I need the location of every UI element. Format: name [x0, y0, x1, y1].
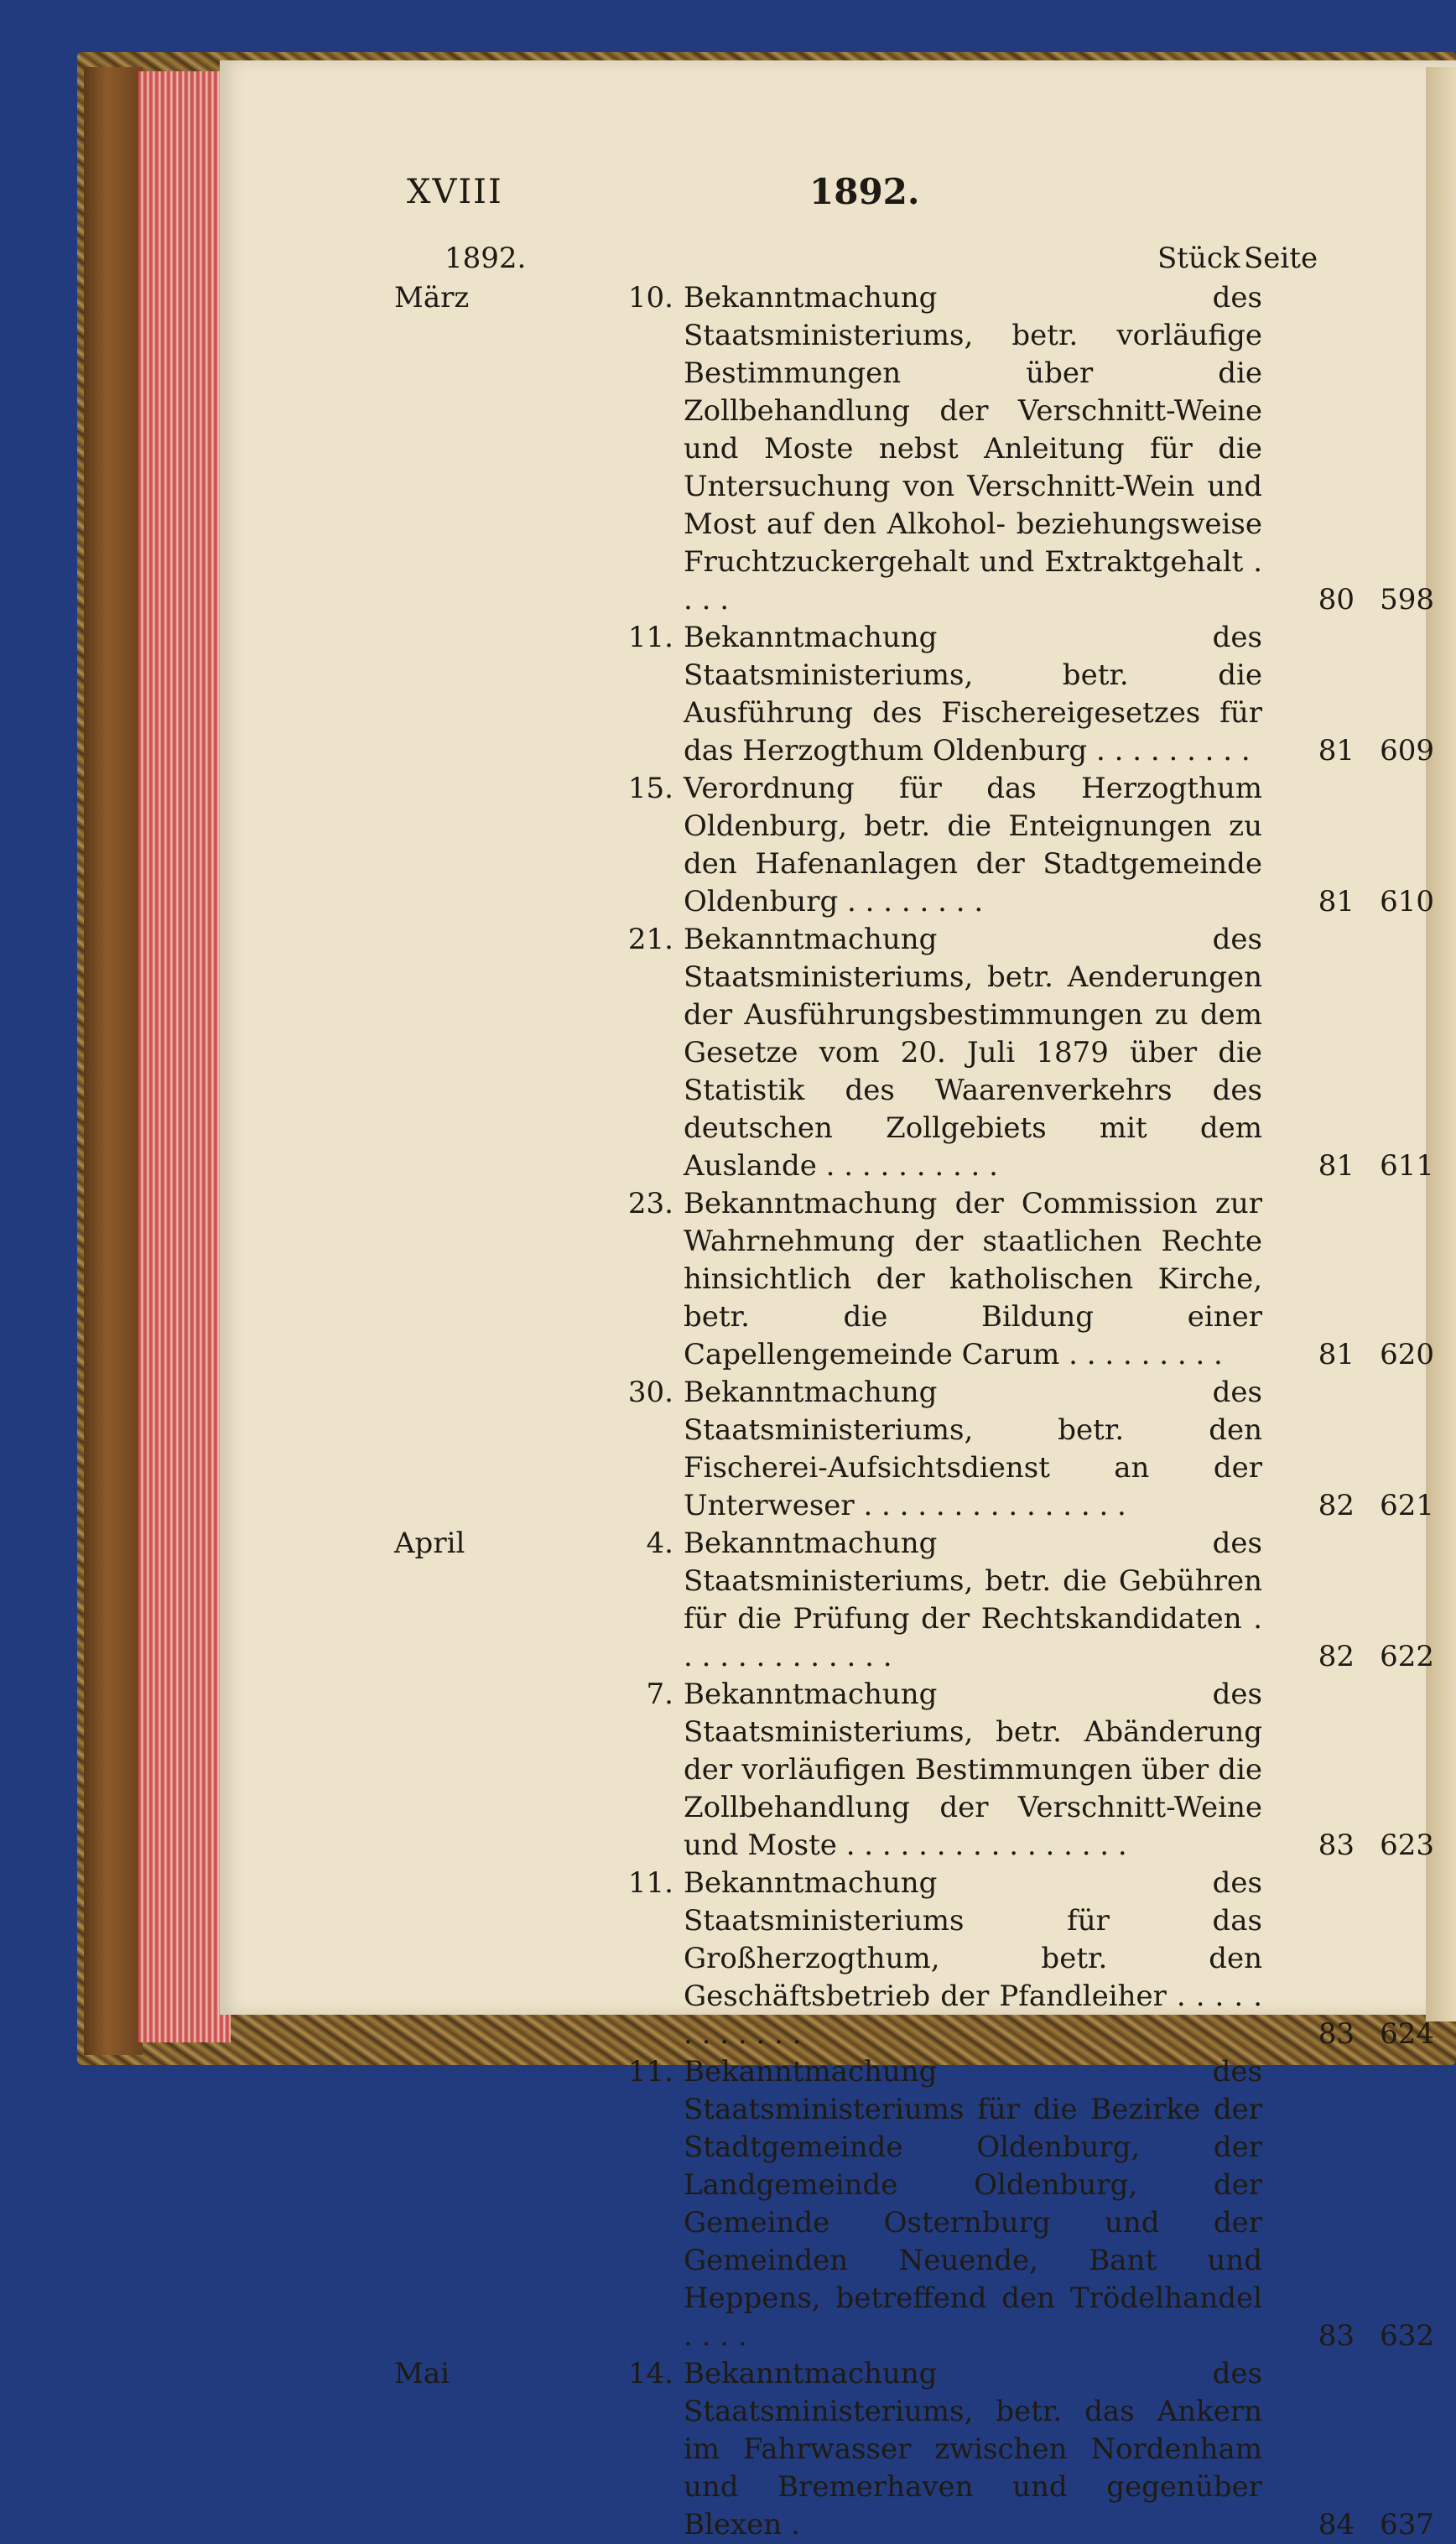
stueck-column-heading: Stück [1157, 242, 1240, 275]
entry-day: 7. [646, 1678, 673, 1711]
page-title: 1892. [809, 171, 920, 212]
entry-title: Bekanntmachung des Staatsministeriums, betr. Aenderungen der Ausführungsbestimmungen zu dem Gesetze vom 20. Juli 1879 über die Statistik des Waarenverkehrs des deutschen Zollgebiets mit dem Auslande . . . . . . . . . . [684, 923, 1262, 1183]
list-item [394, 1525, 1434, 1676]
entry-day: 10. [627, 281, 673, 315]
entry-title: Bekanntmachung der Commission zur Wahrnehmung der staatlichen Rechte hinsichtlich der katholischen Kirche, betr. die Bildung einer Capellengemeinde Carum . . . . . . . . . [684, 1187, 1262, 1371]
list-item [394, 279, 1434, 619]
list-item [394, 619, 1434, 770]
entry-month [394, 770, 537, 921]
entry-seite: 609 [1380, 734, 1434, 767]
entry-stueck: 81 [1318, 1149, 1355, 1183]
entry-month [394, 1676, 537, 1865]
list-item [394, 2053, 1434, 2355]
entry-seite: 622 [1380, 1640, 1434, 1673]
entry-day: 30. [627, 1376, 673, 1409]
entry-title: Bekanntmachung des Staatsministeriums für das Großherzogthum, betr. den Geschäftsbetrieb der Pfandleiher . . . . . . . . . . . . [684, 1866, 1262, 2051]
entry-day: 15. [627, 772, 673, 805]
year-column-heading: 1892. [445, 242, 527, 275]
entry-title: Bekanntmachung des Staatsministeriums, betr. Abänderung der vorläufigen Bestimmungen über die Zollbehandlung der Verschnitt-Weine und Moste . . . . . . . . . . . . . . . . [684, 1678, 1262, 1862]
entry-stueck: 81 [1318, 1338, 1355, 1371]
entry-title: Bekanntmachung des Staatsministeriums, betr. den Fischerei-Aufsichtsdienst an der Unterweser . . . . . . . . . . . . . . . [684, 1376, 1262, 1522]
entry-day: 23. [627, 1187, 673, 1220]
entry-month [394, 2053, 537, 2355]
entry-title: Bekanntmachung des Staatsministeriums, betr. vorläufige Bestimmungen über die Zollbehandlung der Verschnitt-Weine und Moste nebst Anleitung für die Untersuchung von Verschnitt-Wein und Most auf den Alkohol- beziehungsweise Fruchtzuckergehalt und Extraktgehalt . . . . [684, 281, 1262, 616]
entry-stueck: 80 [1318, 583, 1355, 616]
entry-day: 11. [627, 621, 673, 654]
list-item [394, 2355, 1434, 2544]
entry-month [394, 921, 537, 1185]
entry-stueck: 83 [1318, 2017, 1355, 2051]
entry-seite: 623 [1380, 1829, 1434, 1862]
entry-stueck: 81 [1318, 885, 1355, 918]
entry-day: 11. [627, 1866, 673, 1900]
entry-month [394, 1185, 537, 1374]
entry-seite: 598 [1380, 583, 1434, 616]
entry-month: März [394, 281, 470, 315]
entry-month [394, 619, 537, 770]
entry-stueck: 83 [1318, 2319, 1355, 2353]
entry-seite: 637 [1380, 2508, 1434, 2541]
entry-seite: 621 [1380, 1489, 1434, 1522]
list-item [394, 921, 1434, 1185]
entry-title: Bekanntmachung des Staatsministeriums, betr. die Gebühren für die Prüfung der Rechtskandidaten . . . . . . . . . . . . . [684, 1527, 1262, 1673]
entry-day: 14. [627, 2357, 673, 2391]
entry-title: Bekanntmachung des Staatsministeriums, betr. das Ankern im Fahrwasser zwischen Nordenham und Bremerhaven und gegenüber Blexen . [684, 2357, 1262, 2541]
entry-month: Mai [394, 2357, 450, 2391]
entry-seite: 620 [1380, 1338, 1434, 1371]
page-number: XVIII [407, 173, 503, 211]
seite-column-heading: Seite [1244, 242, 1318, 275]
entry-day: 21. [627, 923, 673, 956]
entry-stueck: 82 [1318, 1489, 1355, 1522]
list-item [394, 1865, 1434, 2053]
entry-month: April [394, 1527, 465, 1560]
list-item [394, 1374, 1434, 1525]
page-edges [138, 71, 231, 2042]
list-item [394, 1676, 1434, 1865]
entry-title: Bekanntmachung des Staatsministeriums für die Bezirke der Stadtgemeinde Oldenburg, der Landgemeinde Oldenburg, der Gemeinde Osternburg und der Gemeinden Neuende, Bant und Heppens, betreffend den Trödelhandel . . . . [684, 2055, 1262, 2353]
entry-day: 11. [627, 2055, 673, 2089]
book-spine [84, 67, 143, 2055]
entry-seite: 624 [1380, 2017, 1434, 2051]
entry-title: Bekanntmachung des Staatsministeriums, betr. die Ausführung des Fischereigesetzes für das Herzogthum Oldenburg . . . . . . . . . [684, 621, 1262, 767]
entry-title: Verordnung für das Herzogthum Oldenburg, betr. die Enteignungen zu den Hafenanlagen der Stadtgemeinde Oldenburg . . . . . . . . [684, 772, 1262, 918]
entry-stueck: 82 [1318, 1640, 1355, 1673]
list-item [394, 1185, 1434, 1374]
entry-month [394, 1865, 537, 2053]
list-item [394, 770, 1434, 921]
entry-month [394, 1374, 537, 1525]
entry-stueck: 83 [1318, 1829, 1355, 1862]
entry-list [394, 279, 1434, 2544]
entry-day: 4. [646, 1527, 673, 1560]
entry-seite: 610 [1380, 885, 1434, 918]
entry-stueck: 81 [1318, 734, 1355, 767]
entry-stueck: 84 [1318, 2508, 1355, 2541]
entry-seite: 632 [1380, 2319, 1434, 2353]
entry-seite: 611 [1380, 1149, 1434, 1183]
page-gutter [1426, 67, 1456, 2021]
